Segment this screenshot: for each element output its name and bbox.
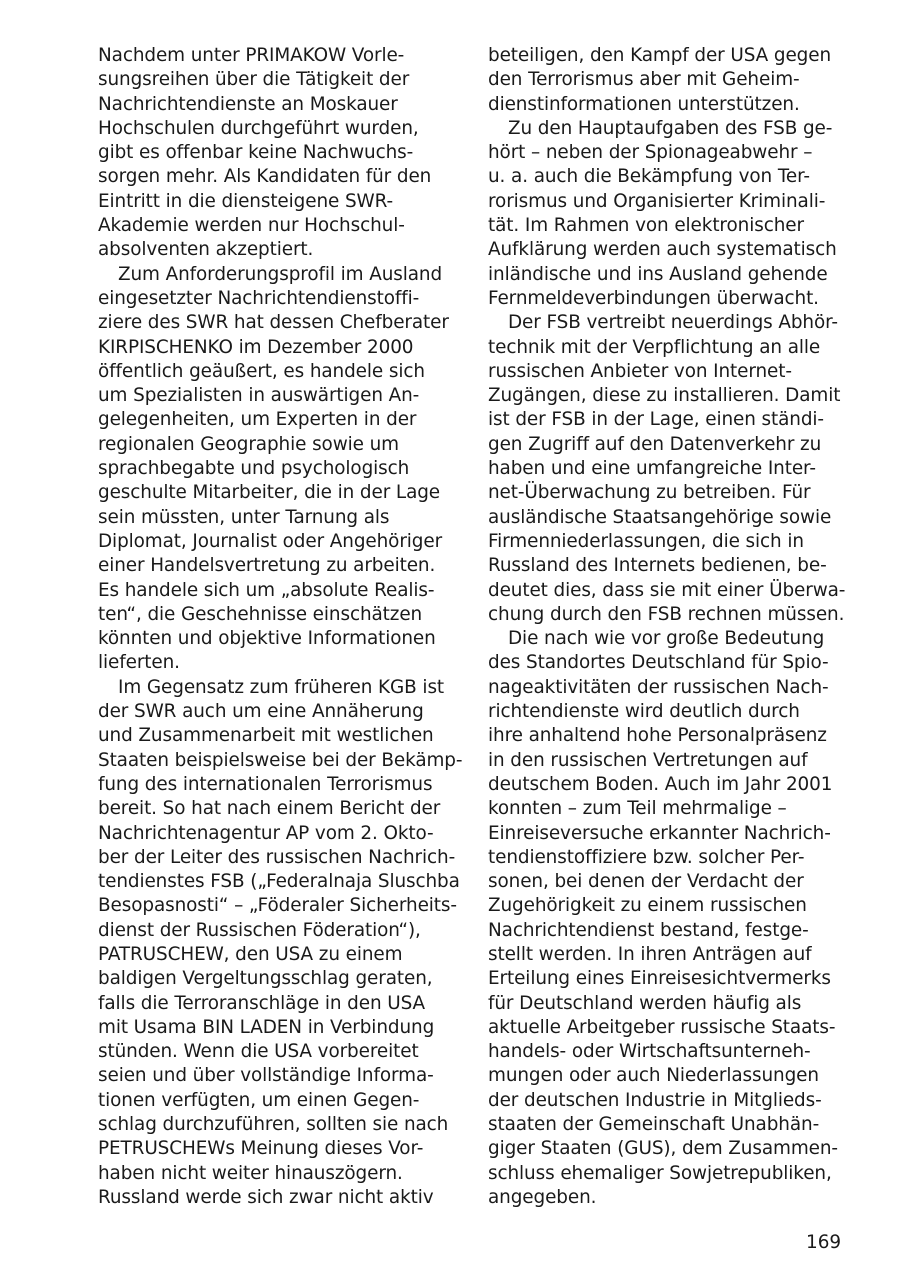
text-line: beteiligen, den Kampf der USA gegen [488,45,832,66]
text-line: Nachrichtendienst bestand, festge- [488,919,809,941]
text-line: sonen, bei denen der Verdacht der [488,871,804,893]
text-line: und Zusammenarbeit mit westlichen [98,725,434,747]
text-line: in den russischen Vertretungen auf [488,749,808,771]
paragraph [488,311,853,627]
text-line: Nachdem unter PRIMAKOW Vorle- [98,45,405,66]
text-line: russischen Anbieter von Internet- [488,360,792,382]
text-line: rorismus und Organisierter Kriminali- [488,190,826,212]
text-line: Der FSB vertreibt neuerdings Abhör- [508,312,838,334]
text-line: ber der Leiter des russischen Nachrich- [98,846,456,868]
text-line: Aufklärung werden auch systematisch [488,239,837,261]
text-line: Hochschulen durchgeführt wurden, [98,117,419,139]
text-line: öffentlich geäußert, es handele sich [98,360,425,382]
text-line: hört – neben der Spionageabwehr – [488,142,813,164]
text-line: falls die Terroranschläge in den USA [98,992,426,1014]
text-line: Es handele sich um „absolute Realis- [98,579,435,601]
text-line: nageaktivitäten der russischen Nach- [488,676,829,698]
text-line: sprachbegabte und psychologisch [98,458,410,480]
text-line: giger Staaten (GUS), dem Zusammen- [488,1138,838,1160]
text-line: Diplomat, Journalist oder Angehöriger [98,530,443,552]
text-line: sein müssten, unter Tarnung als [98,506,390,528]
text-line: Zugehörigkeit zu einem russischen [488,895,807,917]
text-line: der SWR auch um eine Annäherung [98,701,424,723]
text-line: chung durch den FSB rechnen müssen. [488,603,845,625]
text-line: schluss ehemaliger Sowjetrepubliken, [488,1162,832,1184]
text-line: u. a. auch die Bekämpfung von Ter- [488,166,810,188]
text-line: tendienstes FSB („Federalnaja Sluschba [98,871,460,893]
text-line: einer Handelsvertretung zu arbeiten. [98,555,436,577]
text-line: Einreiseversuche erkannter Nachrich- [488,822,831,844]
text-line: Besopasnosti“ – „Föderaler Sicherheits- [98,895,457,917]
text-line: Staaten beispielsweise bei der Bekämp- [98,749,463,771]
text-line: baldigen Vergeltungsschlag geraten, [98,968,433,990]
text-line: mit Usama BIN LADEN in Verbindung [98,1016,435,1038]
paragraph [98,263,470,676]
text-line: haben und eine umfangreiche Inter- [488,458,816,480]
text-line: Fernmeldeverbindungen überwacht. [488,287,819,309]
text-line: für Deutschland werden häufig als [488,992,802,1014]
text-line: sorgen mehr. Als Kandidaten für den [98,166,432,188]
text-line: des Standortes Deutschland für Spio- [488,652,829,674]
text-line: KIRPISCHENKO im Dezember 2000 [98,336,414,358]
text-line: mungen oder auch Niederlassungen [488,1065,819,1087]
text-line: Zum Anforderungsprofil im Ausland [118,263,443,285]
text-line: staaten der Gemeinschaft Unabhän- [488,1114,820,1136]
text-line: aktuelle Arbeitgeber russische Staats- [488,1016,836,1038]
text-line: Russland werde sich zwar nicht aktiv [98,1186,434,1208]
text-line: handels- oder Wirtschaftsunterneh- [488,1041,811,1063]
text-line: deutschem Boden. Auch im Jahr 2001 [488,773,833,795]
text-line: tionen verfügten, um einen Gegen- [98,1089,420,1111]
text-line: PETRUSCHEWs Meinung dieses Vor- [98,1138,424,1160]
text-line: ist der FSB in der Lage, einen ständi- [488,409,824,431]
text-line: ausländische Staatsangehörige sowie [488,506,832,528]
text-line: tät. Im Rahmen von elektronischer [488,215,804,237]
text-line: deutet dies, dass sie mit einer Überwa- [488,579,846,601]
text-line: Firmenniederlassungen, die sich in [488,530,804,552]
text-line: Zu den Hauptaufgaben des FSB ge- [508,117,833,139]
text-line: technik mit der Verpflichtung an alle [488,336,821,358]
text-line: könnten und objektive Informationen [98,628,436,650]
text-line: Akademie werden nur Hochschul- [98,215,405,237]
text-line: Zugängen, diese zu installieren. Damit [488,385,841,407]
paragraph [98,44,470,263]
text-line: ziere des SWR hat dessen Chefberater [98,312,449,334]
paragraph [488,627,853,1210]
text-line: richtendienste wird deutlich durch [488,701,800,723]
text-line: Nachrichtenagentur AP vom 2. Okto- [98,822,434,844]
text-line: seien und über vollständige Informa- [98,1065,434,1087]
text-line: bereit. So hat nach einem Bericht der [98,798,441,820]
text-line: regionalen Geographie sowie um [98,433,399,455]
paragraph [488,44,853,117]
text-line: haben nicht weiter hinauszögern. [98,1162,403,1184]
text-line: der deutschen Industrie in Mitglieds- [488,1089,822,1111]
text-line: Nachrichtendienste an Moskauer [98,93,398,115]
text-line: sungsreihen über die Tätigkeit der [98,69,410,91]
text-line: net-Überwachung zu betreiben. Für [488,482,811,504]
left-column [98,44,470,1210]
text-line: gelegenheiten, um Experten in der [98,409,417,431]
text-line: konnten – zum Teil mehrmalige – [488,798,787,820]
text-line: ihre anhaltend hohe Personalpräsenz [488,725,827,747]
text-line: dienstinformationen unterstützen. [488,93,800,115]
text-line: gibt es offenbar keine Nachwuchs- [98,142,414,164]
right-column [488,44,853,1210]
text-line: schlag durchzuführen, sollten sie nach [98,1114,449,1136]
text-line: ten“, die Geschehnisse einschätzen [98,603,423,625]
text-line: angegeben. [488,1186,597,1208]
text-line: geschulte Mitarbeiter, die in der Lage [98,482,441,504]
text-line: gen Zugriff auf den Datenverkehr zu [488,433,822,455]
text-line: PATRUSCHEW, den USA zu einem [98,943,403,965]
text-line: tendienstoffiziere bzw. solcher Per- [488,846,805,868]
text-line: den Terrorismus aber mit Geheim- [488,69,800,91]
text-line: absolventen akzeptiert. [98,239,314,261]
text-line: Erteilung eines Einreisesichtvermerks [488,968,831,990]
paragraph [98,676,470,1211]
text-line: Die nach wie vor große Bedeutung [508,628,825,650]
text-line: um Spezialisten in auswärtigen An- [98,385,420,407]
text-line: inländische und ins Ausland gehende [488,263,828,285]
text-line: Russland des Internets bedienen, be- [488,555,827,577]
paragraph [488,117,853,311]
text-line: dienst der Russischen Föderation“), [98,919,421,941]
text-line: fung des internationalen Terrorismus [98,773,433,795]
text-line: stellt werden. In ihren Anträgen auf [488,943,812,965]
text-line: stünden. Wenn die USA vorbereitet [98,1041,419,1063]
text-line: Im Gegensatz zum früheren KGB ist [118,676,445,698]
text-line: Eintritt in die diensteigene SWR- [98,190,394,212]
text-line: lieferten. [98,652,180,674]
text-line: eingesetzter Nachrichtendienstoffi- [98,287,420,309]
page-number: 169 [806,1232,842,1253]
